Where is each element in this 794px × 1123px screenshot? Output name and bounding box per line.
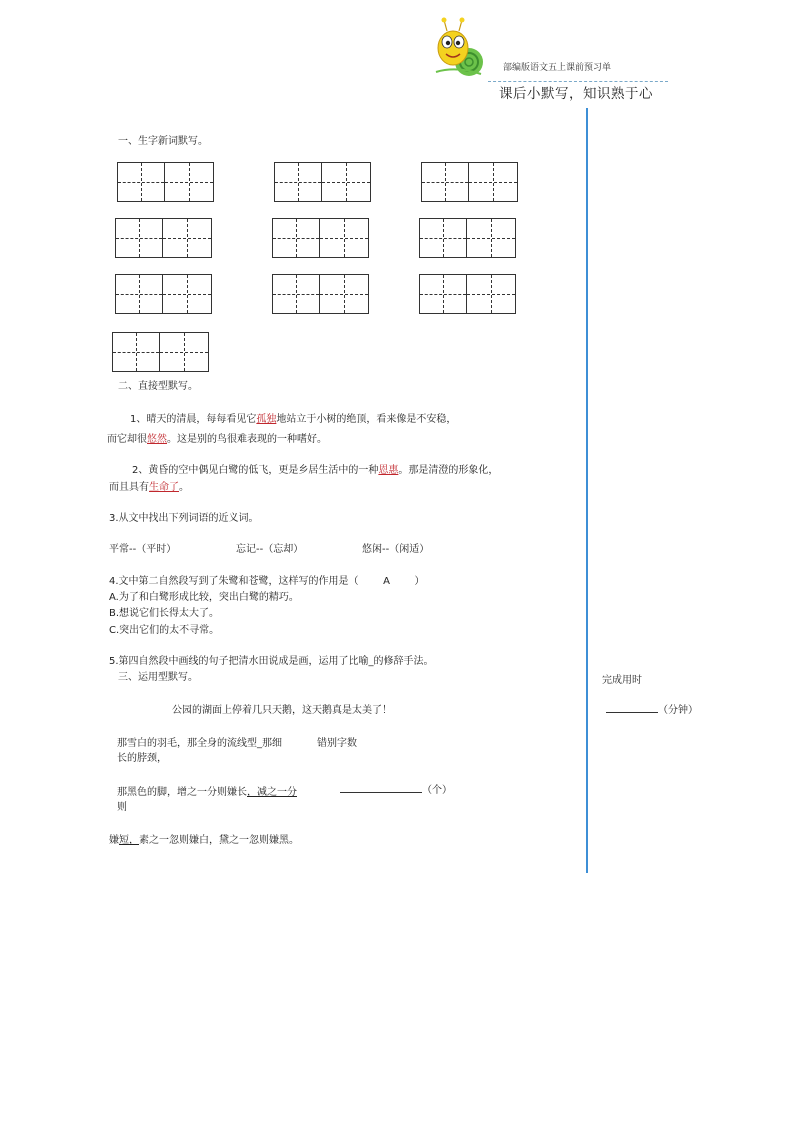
q2-line1 xyxy=(132,461,498,476)
grid-cell[interactable] xyxy=(320,274,369,314)
q4-option: A.为了和白鹭形成比较，突出白鹭的精巧。 xyxy=(109,592,299,603)
writing-grid[interactable] xyxy=(421,162,518,202)
grid-cell[interactable] xyxy=(467,218,516,258)
writing-grid[interactable] xyxy=(419,274,516,314)
writing-grid[interactable] xyxy=(115,274,212,314)
section2-title: 二、直接型默写。 xyxy=(118,381,198,392)
typo-count-field[interactable] xyxy=(340,781,452,796)
q1-text: 而它却很 xyxy=(107,434,147,445)
section3-text: 嫌 xyxy=(109,835,119,846)
grid-cell[interactable] xyxy=(115,218,163,258)
grid-cell[interactable] xyxy=(421,162,469,202)
typo-count-label: 错别字数 xyxy=(317,738,357,749)
time-used-unit: （分钟） xyxy=(658,705,698,716)
grid-cell[interactable] xyxy=(469,162,518,202)
grid-cell[interactable] xyxy=(272,274,320,314)
section3-line4 xyxy=(109,831,299,846)
time-used-field[interactable] xyxy=(606,701,698,716)
q1-text: 。这是别的鸟很难表现的一种嗜好。 xyxy=(167,434,327,445)
grid-cell[interactable] xyxy=(419,218,467,258)
q1-text: 1、晴天的清晨，每每看见它 xyxy=(130,414,257,425)
header-slogan: 课后小默写，知识熟于心 xyxy=(499,86,653,102)
q1-answer-word: 孤独 xyxy=(256,414,277,425)
grid-cell[interactable] xyxy=(274,162,322,202)
section3-line2: 那雪白的羽毛，那全身的流线型_那细 xyxy=(117,738,282,749)
typo-count-blank[interactable] xyxy=(340,782,422,793)
writing-grid[interactable] xyxy=(274,162,371,202)
q4-answer: A xyxy=(383,576,390,587)
q4-option: C.突出它们的太不寻常。 xyxy=(109,625,220,636)
grid-cell[interactable] xyxy=(322,162,371,202)
q3-item: 悠闲--（闲适） xyxy=(362,544,430,555)
q4-text: ） xyxy=(414,576,425,587)
q2-text: 2、黄昏的空中偶见白鹭的低飞，更是乡居生活中的一种 xyxy=(132,465,379,476)
grid-cell[interactable] xyxy=(115,274,163,314)
grid-cell[interactable] xyxy=(160,332,209,372)
typo-count-unit: （个） xyxy=(422,785,452,796)
q2-answer-word: 恩惠 xyxy=(378,465,399,476)
writing-grid[interactable] xyxy=(115,218,212,258)
section3-text: 那黑色的脚，增之一分则嫌长 xyxy=(117,787,247,798)
q3-item: 平常--（平时） xyxy=(109,544,177,555)
grid-cell[interactable] xyxy=(163,274,212,314)
grid-cell[interactable] xyxy=(320,218,369,258)
writing-grid[interactable] xyxy=(112,332,209,372)
section3-line2-cont: 长的脖颈， xyxy=(117,753,167,764)
q4-text: 4.文中第二自然段写到了朱鹭和苍鹭，这样写的作用是（ xyxy=(109,576,359,587)
q2-answer-word: 生命了 xyxy=(149,482,179,493)
time-used-label: 完成用时 xyxy=(602,675,642,686)
writing-grid[interactable] xyxy=(117,162,214,202)
snail-mascot-logo xyxy=(431,16,485,78)
q2-line2 xyxy=(109,478,189,493)
q1-line1 xyxy=(130,410,456,425)
q3-title: 3.从文中找出下列词语的近义词。 xyxy=(109,513,259,524)
writing-grid[interactable] xyxy=(272,274,369,314)
q5-text: 5.第四自然段中画线的句子把清水田说成是画，运用了比喻_的修辞手法。 xyxy=(109,656,434,667)
q2-text: 。那是清澄的形象化， xyxy=(398,465,499,476)
header-subtitle: 部编版语文五上课前预习单 xyxy=(503,63,612,73)
q4-option: B.想说它们长得太大了。 xyxy=(109,608,220,619)
section1-title: 一、生字新词默写。 xyxy=(118,136,208,147)
writing-grid[interactable] xyxy=(272,218,369,258)
margin-divider xyxy=(586,108,588,873)
grid-cell[interactable] xyxy=(163,218,212,258)
section3-line1: 公园的湖面上停着几只天鹅，这天鹅真是太美了！ xyxy=(172,705,392,716)
grid-cell[interactable] xyxy=(419,274,467,314)
q2-text: 而且具有 xyxy=(109,482,149,493)
section3-title: 三、运用型默写。 xyxy=(118,672,198,683)
time-used-blank[interactable] xyxy=(606,702,658,713)
q1-answer-word: 悠然 xyxy=(147,434,167,445)
grid-cell[interactable] xyxy=(112,332,160,372)
q1-line2 xyxy=(107,430,327,445)
q3-item: 忘记--（忘却） xyxy=(236,544,304,555)
writing-grid[interactable] xyxy=(419,218,516,258)
section3-text: 素之一忽则嫌白，黛之一忽则嫌黑。 xyxy=(139,835,299,846)
grid-cell[interactable] xyxy=(467,274,516,314)
grid-cell[interactable] xyxy=(117,162,165,202)
q2-text: 。 xyxy=(179,482,189,493)
q4-title xyxy=(109,572,425,587)
grid-cell[interactable] xyxy=(272,218,320,258)
section3-text: ，减之一分 xyxy=(247,787,297,798)
q1-text: 地站立于小树的绝顶，看来像是不安稳， xyxy=(276,414,457,425)
section3-text: 短， xyxy=(119,835,139,846)
section3-line3-cont: 则 xyxy=(117,802,127,813)
grid-cell[interactable] xyxy=(165,162,214,202)
section3-line3 xyxy=(117,783,297,798)
